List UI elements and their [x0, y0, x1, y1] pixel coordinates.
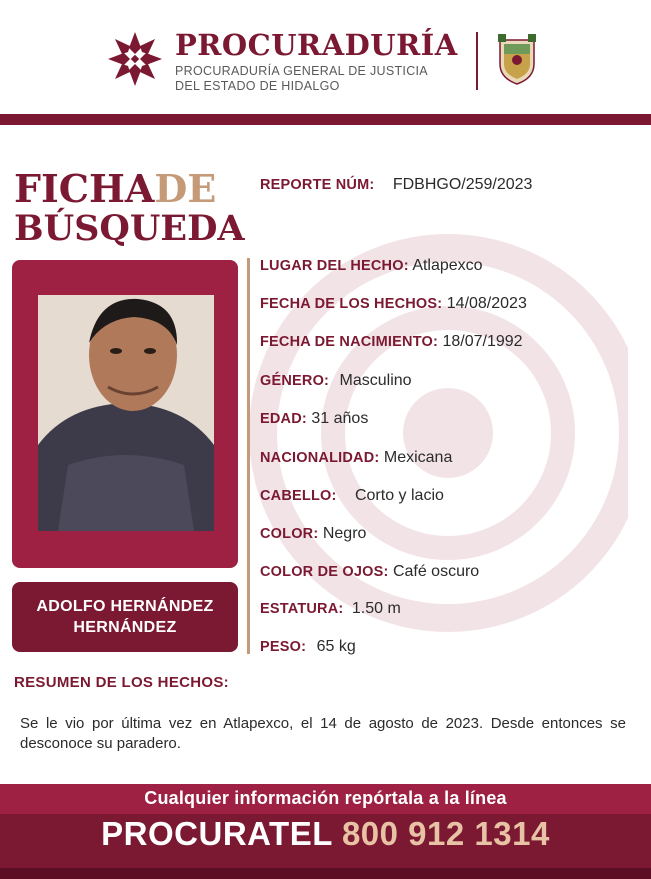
brand-subtitle-line1: PROCURADURÍA GENERAL DE JUSTICIA: [175, 64, 428, 78]
field-value: Negro: [322, 525, 367, 542]
field-value: Mexicana: [383, 449, 453, 466]
field-label: EDAD:: [260, 411, 307, 427]
title-ficha: [14, 168, 216, 210]
title-de-word: DE: [154, 166, 217, 211]
footer-phone-line: [0, 815, 651, 853]
person-silhouette-icon: [38, 295, 214, 531]
footer-line1: Cualquier información repórtala a la línea: [144, 788, 507, 808]
field-nacionalidad: [260, 449, 452, 467]
field-color: [260, 525, 366, 543]
field-value: Atlapexco: [412, 257, 483, 274]
field-label: ESTATURA:: [260, 601, 344, 617]
field-fecha-hechos: [260, 295, 527, 313]
field-fecha-nacimiento: [260, 333, 523, 351]
person-photo: [38, 295, 214, 531]
field-value: Corto y lacio: [354, 487, 444, 504]
person-name-line1: ADOLFO HERNÁNDEZ: [36, 598, 214, 615]
title-ficha-word: FICHA: [14, 166, 155, 211]
field-value: 65 kg: [316, 638, 356, 655]
field-label: COLOR DE OJOS:: [260, 564, 389, 580]
field-peso: [260, 638, 356, 656]
top-band: [0, 114, 651, 125]
field-lugar: [260, 257, 483, 275]
field-estatura: [260, 600, 401, 618]
field-value: 14/08/2023: [446, 295, 527, 312]
star-ornament-icon: [106, 30, 164, 88]
state-seal-icon: [492, 30, 542, 90]
field-label: FECHA DE NACIMIENTO:: [260, 334, 438, 350]
field-label: COLOR:: [260, 526, 319, 542]
bottom-strip: [0, 868, 651, 879]
field-color-ojos: [260, 563, 479, 581]
report-number-value: FDBHGO/259/2023: [392, 176, 533, 193]
title-busqueda: BÚSQUEDA: [14, 208, 245, 249]
field-value: Masculino: [339, 372, 412, 389]
details-divider: [247, 258, 250, 654]
field-value: Café oscuro: [392, 563, 480, 580]
field-value: 31 años: [311, 410, 369, 427]
person-name-line2: HERNÁNDEZ: [73, 619, 177, 636]
footer-brand: PROCURATEL: [101, 815, 333, 852]
resumen-title: RESUMEN DE LOS HECHOS:: [14, 674, 229, 691]
field-value: 1.50 m: [351, 600, 401, 617]
resumen-text: Se le vio por última vez en Atlapexco, el 14 de agosto de 2023. Desde entonces se desconoce su paradero.: [20, 715, 626, 752]
brand-subtitle: [175, 64, 428, 94]
field-value: 18/07/1992: [442, 333, 523, 350]
field-label: PESO:: [260, 639, 307, 655]
report-number-label: REPORTE NÚM:: [260, 177, 375, 193]
field-label: LUGAR DEL HECHO:: [260, 258, 409, 274]
field-label: FECHA DE LOS HECHOS:: [260, 296, 443, 312]
brand-subtitle-line2: DEL ESTADO DE HIDALGO: [175, 79, 340, 93]
header-divider: [476, 32, 478, 90]
footer-phone-number: 800 912 1314: [341, 815, 550, 852]
field-label: GÉNERO:: [260, 373, 330, 389]
report-number: [260, 176, 532, 194]
field-edad: [260, 410, 368, 428]
brand-title: PROCURADURÍA: [175, 28, 458, 62]
header: [0, 0, 651, 114]
field-label: CABELLO:: [260, 488, 337, 504]
field-label: NACIONALIDAD:: [260, 450, 380, 466]
field-cabello: [260, 487, 444, 505]
field-genero: [260, 372, 412, 390]
person-name-box: [12, 582, 238, 652]
